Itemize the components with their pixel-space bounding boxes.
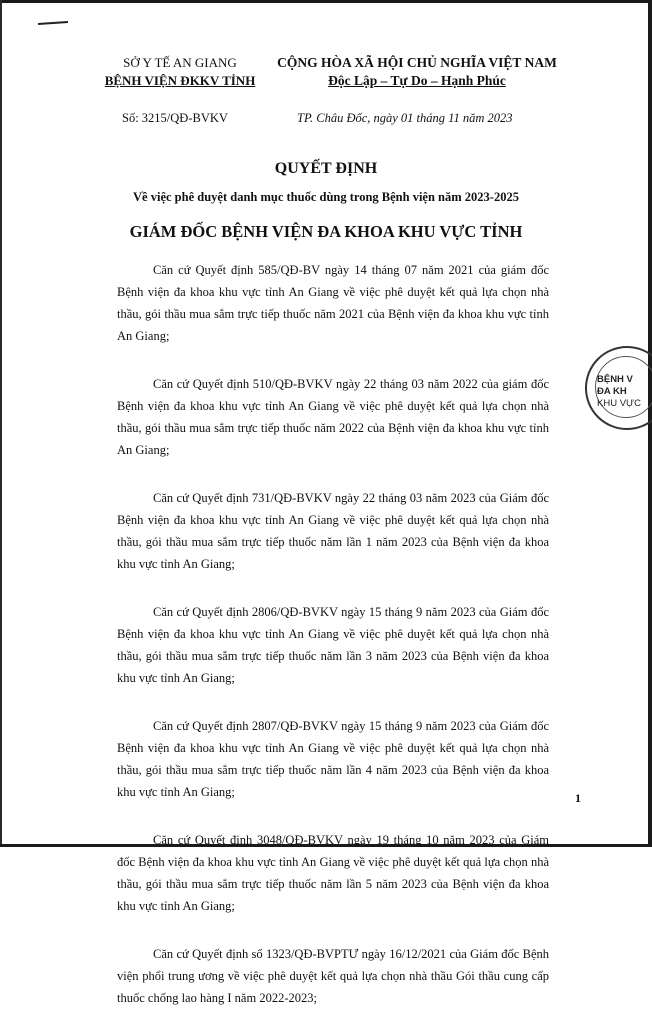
document-body bbox=[117, 259, 549, 1035]
scan-border-left bbox=[0, 0, 2, 847]
legal-basis-paragraph: Căn cứ Quyết định 510/QĐ-BVKV ngày 22 tháng 03 năm 2022 của giám đốc Bệnh viện đa khoa khu vực tỉnh An Giang về việc phê duyệt kết quả lựa chọn nhà thầu, gói thầu mua sắm trực tiếp thuốc năm 2022 của Bệnh viện đa khoa khu vực tỉnh An Giang; bbox=[117, 377, 549, 457]
scan-mark bbox=[38, 21, 68, 25]
place-and-date: TP. Châu Đốc, ngày 01 tháng 11 năm 2023 bbox=[297, 111, 513, 125]
seal-text-line: ĐA KH bbox=[597, 386, 627, 397]
document-subtitle: Về việc phê duyệt danh mục thuốc dùng trong Bệnh viện năm 2023-2025 bbox=[133, 190, 519, 204]
national-motto: Độc Lập – Tự Do – Hạnh Phúc bbox=[328, 73, 506, 88]
legal-basis-paragraph: Căn cứ Quyết định 2807/QĐ-BVKV ngày 15 tháng 9 năm 2023 của Giám đốc Bệnh viện đa khoa khu vực tỉnh An Giang về việc phê duyệt kết quả lựa chọn nhà thầu, gói thầu mua sắm trực tiếp thuốc năm lần 4 năm 2023 của Bệnh viện đa khoa khu vực tỉnh An Giang; bbox=[117, 719, 549, 799]
official-seal-stamp bbox=[585, 346, 652, 430]
legal-basis-paragraph: Căn cứ Quyết định 585/QĐ-BV ngày 14 tháng 07 năm 2021 của giám đốc Bệnh viện đa khoa khu vực tỉnh An Giang về việc phê duyệt kết quả lựa chọn nhà thầu, gói thầu mua sắm trực tiếp thuốc năm 2021 của Bệnh viện đa khoa khu vực tỉnh An Giang; bbox=[117, 263, 549, 343]
document-title: QUYẾT ĐỊNH bbox=[274, 160, 378, 177]
legal-basis-paragraph: Căn cứ Quyết định 2806/QĐ-BVKV ngày 15 tháng 9 năm 2023 của Giám đốc Bệnh viện đa khoa khu vực tỉnh An Giang về việc phê duyệt kết quả lựa chọn nhà thầu, gói thầu mua sắm trực tiếp thuốc năm lần 3 năm 2023 của Bệnh viện đa khoa khu vực tỉnh An Giang; bbox=[117, 605, 549, 685]
national-header-block bbox=[272, 54, 562, 90]
authority-heading: GIÁM ĐỐC BỆNH VIỆN ĐA KHOA KHU VỰC TỈNH bbox=[129, 222, 523, 241]
agency-name: SỞ Y TẾ AN GIANG bbox=[123, 55, 237, 70]
legal-basis-paragraph: Căn cứ Quyết định 3048/QĐ-BVKV ngày 19 tháng 10 năm 2023 của Giám đốc Bệnh viện đa khoa khu vực tỉnh An Giang về việc phê duyệt kết quả lựa chọn nhà thầu, gói thầu mua sắm trực tiếp thuốc năm lần 5 năm 2023 của Bệnh viện đa khoa khu vực tỉnh An Giang; bbox=[117, 833, 549, 913]
seal-text-line: BỆNH V bbox=[597, 374, 633, 385]
document-number: Số: 3215/QĐ-BVKV bbox=[122, 111, 228, 125]
page-number: 1 bbox=[575, 791, 581, 805]
issuing-agency-block bbox=[95, 54, 265, 90]
scan-border-top bbox=[0, 0, 652, 3]
legal-basis-paragraph: Căn cứ Quyết định 731/QĐ-BVKV ngày 22 tháng 03 năm 2023 của Giám đốc Bệnh viện đa khoa khu vực tỉnh An Giang về việc phê duyệt kết quả lựa chọn nhà thầu, gói thầu mua sắm trực tiếp thuốc năm lần 1 năm 2023 của Bệnh viện đa khoa khu vực tỉnh An Giang; bbox=[117, 491, 549, 571]
country-name: CỘNG HÒA XÃ HỘI CHỦ NGHĨA VIỆT NAM bbox=[277, 55, 557, 70]
hospital-name: BỆNH VIỆN ĐKKV TỈNH bbox=[104, 73, 256, 88]
legal-basis-paragraph: Căn cứ Quyết định số 1323/QĐ-BVPTƯ ngày 16/12/2021 của Giám đốc Bệnh viện phổi trung ương về việc phê duyệt kết quả lựa chọn nhà thầu Gói thầu cung cấp thuốc chống lao hàng I năm 2022-2023; bbox=[117, 947, 549, 1005]
seal-text-line: KHU VỰC bbox=[597, 398, 642, 409]
